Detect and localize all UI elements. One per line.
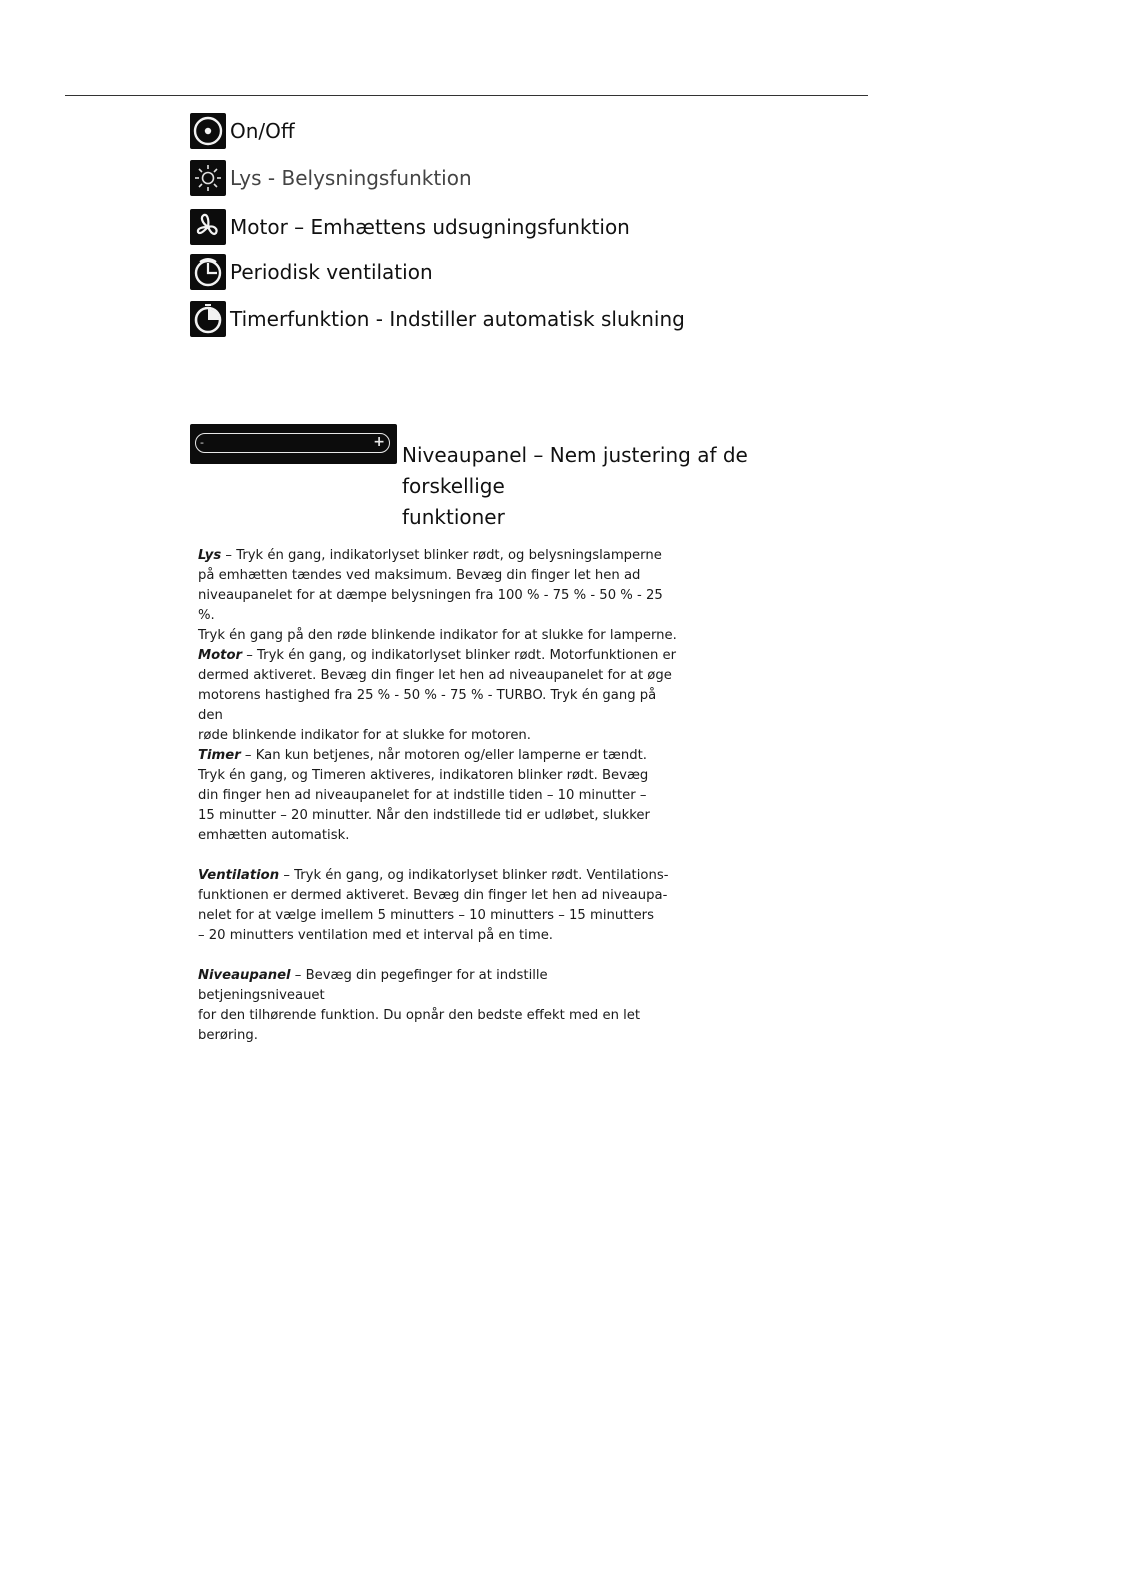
section-lys-line: på emhætten tændes ved maksimum. Bevæg din finger let hen ad — [198, 568, 641, 583]
section-motor-line: motorens hastighed fra 25 % - 50 % - 75 % - TURBO. Tryk én gang på den — [198, 688, 657, 723]
legend-timer — [190, 301, 685, 337]
section-lys-line: Tryk én gang på den røde blinkende indikator for at slukke for lamperne. — [198, 628, 677, 643]
section-niveaupanel — [198, 966, 678, 1046]
section-lys-line: – Tryk én gang, indikatorlyset blinker rødt, og belysningslamperne — [225, 548, 662, 563]
fan-icon — [190, 209, 226, 245]
section-motor-title: Motor — [198, 648, 243, 663]
legend-motor — [190, 209, 630, 245]
section-ventilation-title: Ventilation — [198, 868, 280, 883]
level-panel-label-line1: Niveaupanel – Nem justering af de forskellige — [402, 443, 748, 498]
section-ventilation-line: – Tryk én gang, og indikatorlyset blinker rødt. Ventilations- — [283, 868, 669, 883]
section-motor-line: dermed aktiveret. Bevæg din finger let hen ad niveaupanelet for at øge — [198, 668, 672, 683]
section-niveaupanel-line: – Bevæg din pegefinger for at indstille betjeningsniveauet — [198, 968, 548, 1003]
section-timer-title: Timer — [198, 748, 241, 763]
section-timer-line: – Kan kun betjenes, når motoren og/eller lamperne er tændt. — [244, 748, 647, 763]
legend-onoff — [190, 113, 295, 149]
light-icon — [190, 160, 226, 196]
legend-periodic-label: Periodisk ventilation — [230, 260, 433, 284]
section-ventilation — [198, 866, 678, 946]
level-slider-track — [195, 433, 390, 453]
section-niveaupanel-line: berøring. — [198, 1028, 258, 1043]
section-motor-line: – Tryk én gang, og indikatorlyset blinker rødt. Motorfunktionen er — [246, 648, 677, 663]
periodic-clock-icon — [190, 254, 226, 290]
timer-icon — [190, 301, 226, 337]
legend-light-label: Lys - Belysningsfunktion — [230, 166, 472, 190]
section-niveaupanel-title: Niveaupanel — [198, 968, 291, 983]
section-timer-line: din finger hen ad niveaupanelet for at indstille tiden – 10 minutter – — [198, 788, 647, 803]
section-niveaupanel-line: for den tilhørende funktion. Du opnår den bedste effekt med en let — [198, 1008, 641, 1023]
top-rule — [65, 95, 868, 96]
section-timer-line: Tryk én gang, og Timeren aktiveres, indikatoren blinker rødt. Bevæg — [198, 768, 649, 783]
section-lys-line: niveaupanelet for at dæmpe belysningen fra 100 % - 75 % - 50 % - 25 %. — [198, 588, 663, 623]
section-motor — [198, 646, 678, 746]
section-ventilation-line: nelet for at vælge imellem 5 minutters – 10 minutters – 15 minutters — [198, 908, 654, 923]
legend-light — [190, 160, 472, 196]
level-panel-label-line2: funktioner — [402, 505, 505, 529]
section-timer — [198, 746, 678, 846]
section-lys — [198, 546, 678, 646]
section-lys-title: Lys — [198, 548, 222, 563]
legend-onoff-label: On/Off — [230, 119, 295, 143]
level-slider-icon — [190, 424, 397, 464]
legend-periodic — [190, 254, 433, 290]
section-ventilation-line: funktionen er dermed aktiveret. Bevæg din finger let hen ad niveaupa- — [198, 888, 668, 903]
legend-motor-label: Motor – Emhættens udsugningsfunktion — [230, 215, 630, 239]
power-icon — [190, 113, 226, 149]
section-motor-line: røde blinkende indikator for at slukke for motoren. — [198, 728, 531, 743]
level-panel-label — [402, 440, 822, 533]
section-ventilation-line: – 20 minutters ventilation med et interval på en time. — [198, 928, 553, 943]
section-timer-line: emhætten automatisk. — [198, 828, 350, 843]
minus-icon: - — [200, 436, 204, 449]
plus-icon: + — [373, 434, 385, 450]
legend-timer-label: Timerfunktion - Indstiller automatisk slukning — [230, 307, 685, 331]
section-timer-line: 15 minutter – 20 minutter. Når den indstillede tid er udløbet, slukker — [198, 808, 650, 823]
